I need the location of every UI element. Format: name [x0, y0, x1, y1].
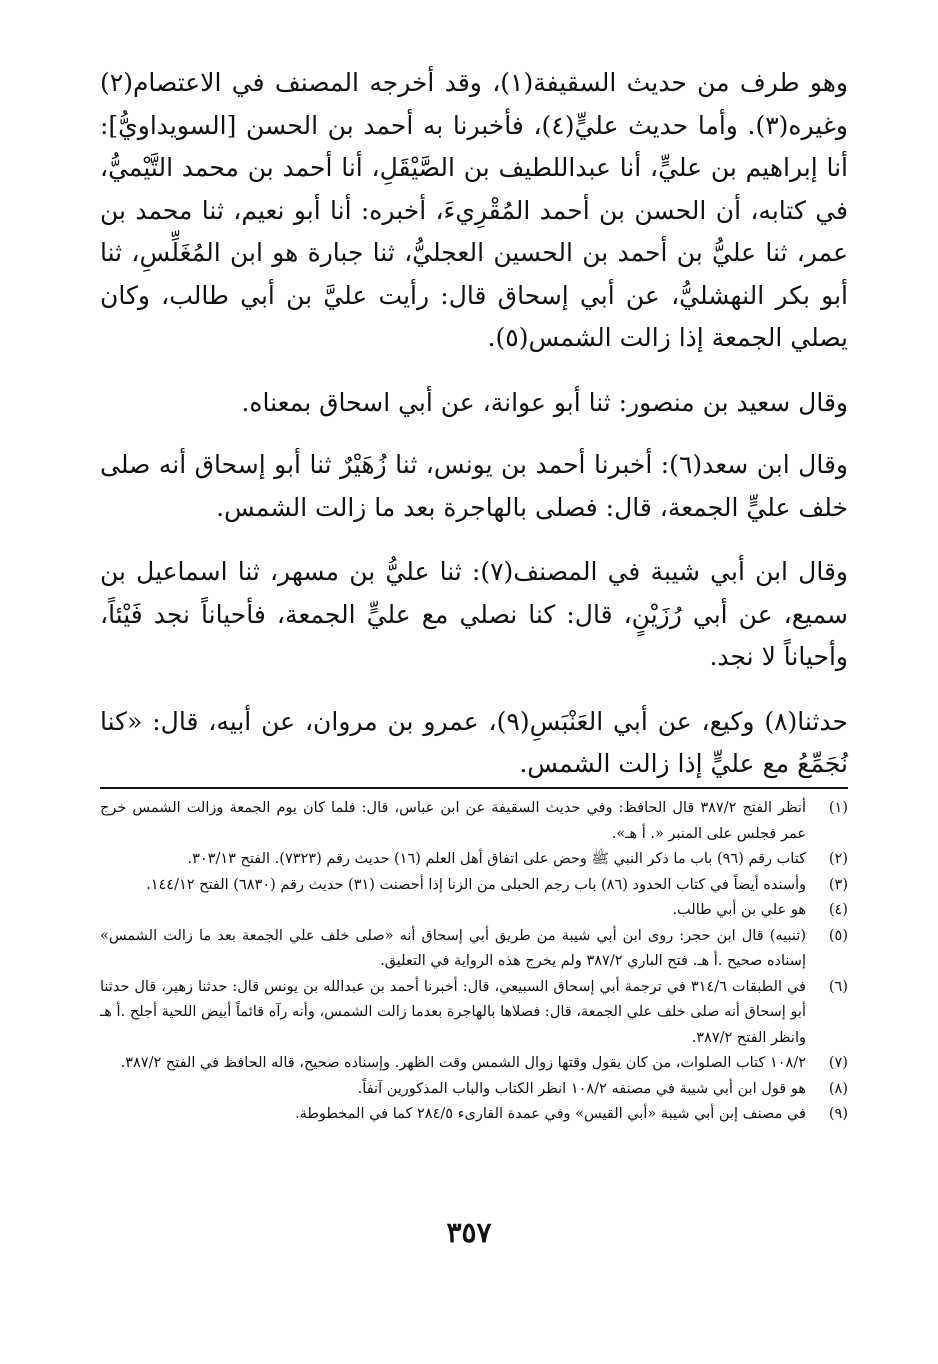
footnote	[100, 1102, 848, 1128]
footnote	[100, 873, 848, 899]
footnote	[100, 898, 848, 924]
paragraph-4: وقال ابن أبي شيبة في المصنف(٧): ثنا عليُّ بن مسهر، ثنا اسماعيل بن سميع، عن أبي رُزَيْنٍ، قال: كنا نصلي مع عليٍّ الجمعة، فأحياناً نجد فَيْئاً، وأحياناً لا نجد.	[100, 557, 848, 671]
footnote-number: (٤)	[828, 902, 848, 918]
footnote	[100, 924, 848, 975]
paragraph-2: وقال سعيد بن منصور: ثنا أبو عوانة، عن أبي اسحاق بمعناه.	[241, 387, 848, 417]
paragraph-1: وهو طرف من حديث السقيفة(١)، وقد أخرجه المصنف في الاعتصام(٢) وغيره(٣). وأما حديث عليٍّ(٤)، فأخبرنا به أحمد بن الحسن [السويداويُّ]: أنا إبراهيم بن عليٍّ، أنا عبداللطيف بن الصَّيْقَلِ، أنا أحمد بن محمد التَّيْميُّ، في كتابه، أن الحسن بن أحمد المُقْرِيءَ، أخبره: أنا أبو نعيم، ثنا محمد بن عمر، ثنا عليُّ بن أحمد بن الحسين العجليُّ، ثنا جبارة هو ابن المُغَلِّسِ، ثنا أبو بكر النهشليُّ، عن أبي إسحاق قال: رأيت عليَّ بن أبي طالب، وكان يصلي الجمعة إذا زالت الشمس(٥).	[100, 68, 848, 352]
paragraph-3: وقال ابن سعد(٦): أخبرنا أحمد بن يونس، ثنا زُهَيْرٌ ثنا أبو إسحاق أنه صلى خلف عليٍّ الجمعة، قال: فصلى بالهاجرة بعد ما زالت الشمس.	[100, 450, 848, 522]
footnote	[100, 847, 848, 873]
footnote-text: وأسنده أيضاً في كتاب الحدود (٨٦) باب رجم الحبلى من الزنا إذا أحصنت (٣١) حديث رقم (٦٨٣٠) الفتح ١٤٤/١٢.	[146, 876, 806, 893]
footnote-number: (٨)	[828, 1080, 848, 1097]
footnote-text: في مصنف إبن أبي شيبة «أبي القيس» وفي عمدة القارىء ٢٨٤/٥ كما في المخطوطة.	[294, 1106, 806, 1122]
footnote-number: (٥)	[828, 927, 848, 944]
footnote-divider	[100, 787, 848, 789]
footnote	[100, 1051, 848, 1077]
footnote-text: ١٠٨/٢ كتاب الصلوات، من كان يقول وقتها زوال الشمس وقت الظهر. وإسناده صحيح، قاله الحافظ في الفتح ٣٨٧/٢.	[120, 1055, 806, 1071]
footnote	[100, 1077, 848, 1103]
paragraph-5: حدثنا(٨) وكيع، عن أبي العَنْبَسِ(٩)، عمرو بن مروان، عن أبيه، قال: «كنا نُجَمِّعُ مع عليٍّ إذا زالت الشمس.	[100, 706, 848, 778]
footnotes	[100, 796, 848, 1128]
footnote-number: (٦)	[828, 978, 848, 995]
main-text	[100, 62, 848, 786]
footnote-text: في الطبقات ٣١٤/٦ في ترجمة أبي إسحاق السبيعي، قال: أخبرنا أحمد بن عبدالله بن يونس قال: حدثنا زهير، قال حدثنا أبو إسحاق أنه صلى خلف علي الجمعة، قال: فصلاها بالهاجرة بعدما زالت الشمس، وأنه رآه قائماً أبيض اللحية أجلح .أ هـ وانظر الفتح ٣٨٧/٢.	[100, 978, 806, 1046]
footnote-number: (٢)	[828, 851, 848, 867]
footnote-number: (٩)	[828, 1106, 848, 1122]
footnote-number: (٧)	[828, 1055, 848, 1071]
footnote-text: أنظر الفتح ٣٨٧/٢ قال الحافظ: وفي حديث السقيفة عن ابن عباس، قال: فلما كان يوم الجمعة وزالت الشمس خرج عمر فجلس على المنبر «. أ هـ».	[100, 800, 806, 842]
footnote-number: (١)	[828, 800, 848, 816]
footnote	[100, 796, 848, 847]
footnote-text: هو علي بن أبي طالب.	[672, 902, 806, 918]
page-number: ٣٥٧	[446, 1216, 492, 1249]
footnote-number: (٣)	[828, 876, 848, 893]
footnote-text: كتاب رقم (٩٦) باب ما ذكر النبي ﷺ وحض على اتفاق أهل العلم (١٦) حديث رقم (٧٣٢٣). الفتح ٣٠٣/١٣.	[187, 851, 806, 867]
footnote-text: هو قول ابن أبي شيبة في مصنفه ١٠٨/٢ انظر الكتاب والباب المذكورين آنفاً.	[357, 1080, 806, 1097]
footnote	[100, 975, 848, 1052]
footnote-text: (تنبيه) قال ابن حجر: روى ابن أبي شيبة من طريق أبي إسحاق أنه «صلى خلف علي الجمعة بعد ما زالت الشمس» إسناده صحيح .أ هـ. فتح الباري ٣٨٧/٢ ولم يخرج هذه الرواية في التعليق.	[100, 927, 806, 969]
